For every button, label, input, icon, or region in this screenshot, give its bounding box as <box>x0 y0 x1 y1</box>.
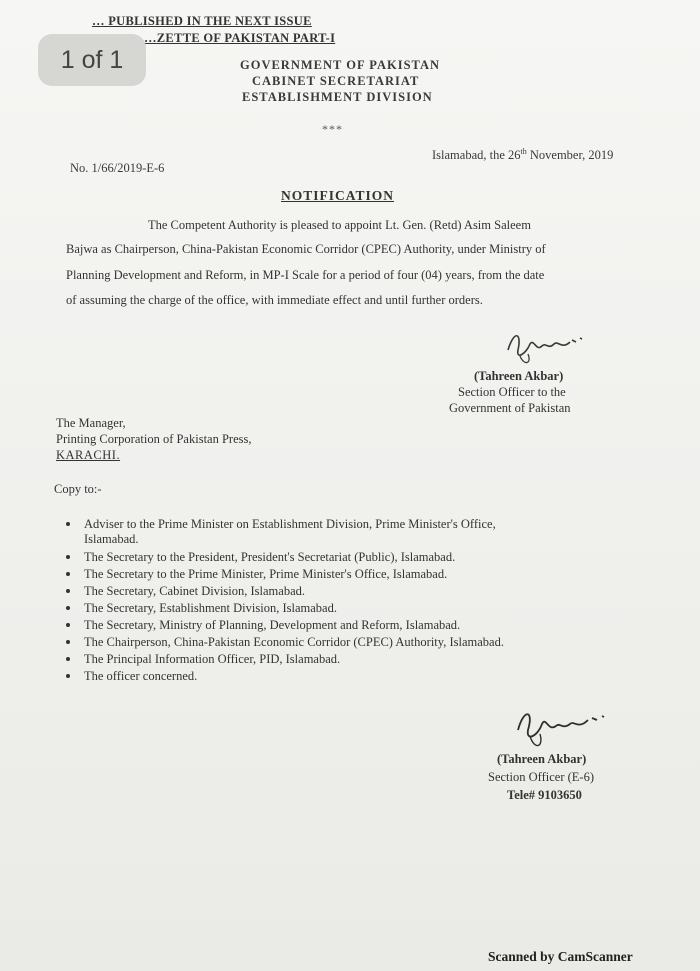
letterhead-cabinet: CABINET SECRETARIAT <box>252 74 420 88</box>
gazette-header-line2: …ZETTE OF PAKISTAN PART-I <box>144 31 336 45</box>
addressee-line-3: KARACHI. <box>56 448 121 462</box>
signatory1-designation-2: Government of Pakistan <box>449 401 571 415</box>
copy-to-heading: Copy to:- <box>54 482 102 496</box>
copy-to-item-text: The Secretary to the Prime Minister, Prime Minister's Office, Islamabad. <box>84 567 448 581</box>
bullet-icon <box>66 674 70 678</box>
notification-line-4: of assuming the charge of the office, with immediate effect and until further orders. <box>66 293 483 307</box>
signatory2-phone: Tele# 9103650 <box>507 788 582 802</box>
letterhead-government: GOVERNMENT OF PAKISTAN <box>240 58 441 72</box>
notification-line-3: Planning Development and Reform, in MP-I Scale for a period of four (04) years, from the date <box>66 268 545 282</box>
gazette-header-line1: … PUBLISHED IN THE NEXT ISSUE <box>92 14 312 28</box>
bullet-icon <box>66 522 70 526</box>
letterhead-separator: *** <box>322 122 343 136</box>
place-date-prefix: Islamabad, the 26 <box>432 148 521 163</box>
bullet-icon <box>66 572 70 576</box>
signatory1-designation-1: Section Officer to the <box>458 385 566 399</box>
copy-to-item-text: The Chairperson, China-Pakistan Economic Corridor (CPEC) Authority, Islamabad. <box>84 635 504 649</box>
place-date-sup: th <box>520 147 527 156</box>
copy-to-item-text: The Secretary, Establishment Division, Islamabad. <box>84 601 337 615</box>
copy-to-item <box>66 584 305 599</box>
signatory2-designation: Section Officer (E-6) <box>488 770 594 784</box>
copy-to-item-text: The Secretary, Ministry of Planning, Development and Reform, Islamabad. <box>84 618 461 632</box>
bullet-icon <box>66 640 70 644</box>
bullet-icon <box>66 606 70 610</box>
addressee-line-1: The Manager, <box>56 416 126 430</box>
copy-to-item <box>66 669 197 684</box>
page-counter-badge[interactable]: 1 of 1 <box>38 34 146 86</box>
bullet-icon <box>66 589 70 593</box>
copy-to-item <box>66 618 460 633</box>
copy-to-item-text: The officer concerned. <box>84 669 198 683</box>
notification-line-1: The Competent Authority is pleased to appoint Lt. Gen. (Retd) Asim Saleem <box>148 218 531 232</box>
bullet-icon <box>66 555 70 559</box>
copy-to-item-text: The Secretary to the President, President's Secretariat (Public), Islamabad. <box>84 550 456 564</box>
copy-to-item <box>66 601 337 616</box>
signatory1-name: (Tahreen Akbar) <box>474 369 564 383</box>
signatory2-name: (Tahreen Akbar) <box>497 752 587 766</box>
place-date <box>432 147 613 163</box>
copy-to-item-text: Adviser to the Prime Minister on Establishment Division, Prime Minister's Office, <box>84 517 496 531</box>
copy-to-item-continuation: Islamabad. <box>84 532 139 546</box>
signature-2 <box>508 696 618 756</box>
camscanner-watermark: Scanned by CamScanner <box>488 949 633 964</box>
copy-to-item <box>66 517 496 547</box>
bullet-icon <box>66 657 70 661</box>
copy-to-item <box>66 550 455 565</box>
copy-to-item <box>66 635 504 650</box>
signature-1 <box>500 320 590 370</box>
place-date-suffix: November, 2019 <box>526 148 614 163</box>
bullet-icon <box>66 623 70 627</box>
copy-to-item <box>66 567 447 582</box>
reference-number: No. 1/66/2019-E-6 <box>70 161 165 175</box>
addressee-line-2: Printing Corporation of Pakistan Press, <box>56 432 252 446</box>
copy-to-item-text: The Secretary, Cabinet Division, Islamabad. <box>84 584 305 598</box>
notification-title: NOTIFICATION <box>281 188 395 203</box>
copy-to-item-text: The Principal Information Officer, PID, Islamabad. <box>84 652 341 666</box>
letterhead-division: ESTABLISHMENT DIVISION <box>242 90 433 104</box>
copy-to-item <box>66 652 340 667</box>
notification-line-2: Bajwa as Chairperson, China-Pakistan Economic Corridor (CPEC) Authority, under Ministry of <box>66 242 546 256</box>
